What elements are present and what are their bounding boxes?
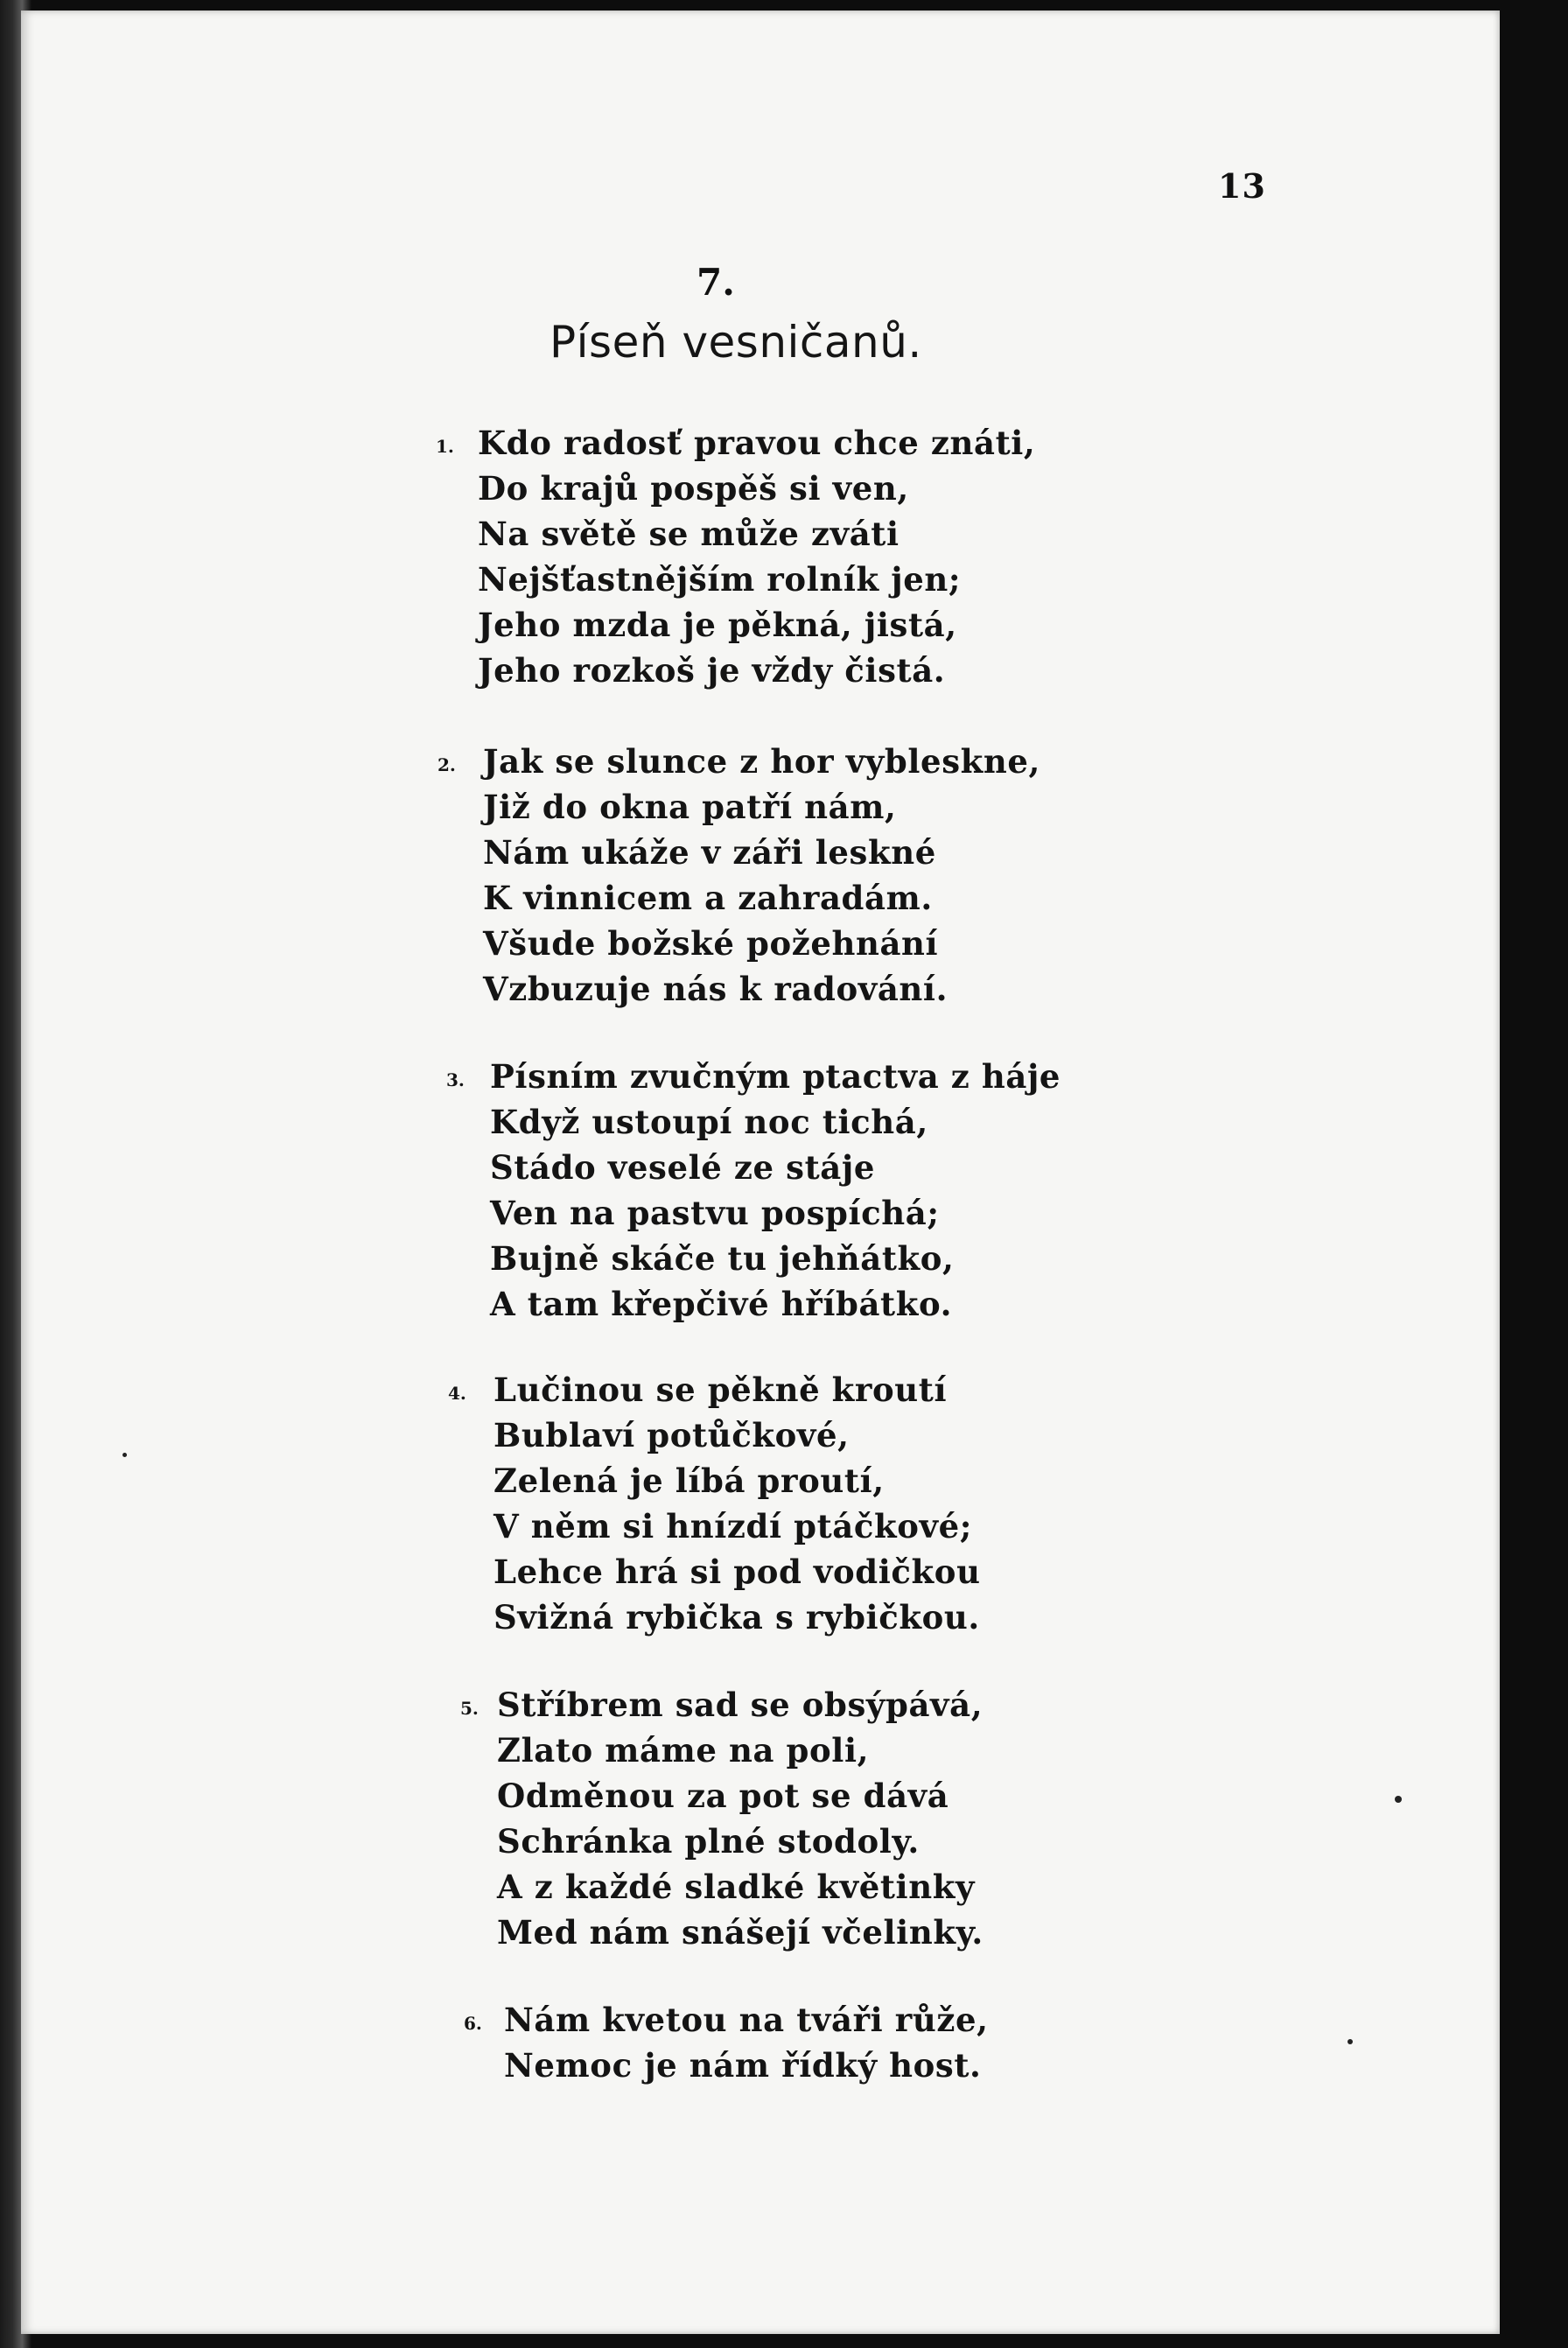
verse-line: Když ustoupí noc tichá,: [490, 1103, 928, 1141]
verse-line: Nejšťastnějším rolník jen;: [478, 560, 962, 599]
verse-line: Stádo veselé ze stáje: [490, 1148, 875, 1187]
verse-line: Lehce hrá si pod vodičkou: [494, 1552, 981, 1591]
verse-line: Nám kvetou na tváři růže,: [504, 2001, 989, 2039]
verse-line: Odměnou za pot se dává: [497, 1777, 949, 1815]
verse-line: Všude božské požehnání: [483, 924, 939, 963]
verse-line: Svižná rybička s rybičkou.: [494, 1598, 980, 1637]
verse-line: Jeho rozkoš je vždy čistá.: [478, 651, 946, 690]
stanza-number: 4.: [448, 1383, 466, 1404]
verse-line: Již do okna patří nám,: [483, 788, 897, 826]
verse-line: Kdo radosť pravou chce znáti,: [478, 424, 1036, 462]
verse-line: Jak se slunce z hor vybleskne,: [483, 742, 1040, 781]
verse-line: Bujně skáče tu jehňátko,: [490, 1239, 955, 1278]
verse-line: Na světě se může zváti: [478, 515, 900, 553]
verse-line: Zlato máme na poli,: [497, 1731, 870, 1770]
verse-line: Vzbuzuje nás k radování.: [483, 970, 948, 1008]
verse-line: Schránka plné stodoly.: [497, 1822, 920, 1861]
scan-speck: [122, 1453, 127, 1457]
verse-line: Jeho mzda je pěkná, jistá,: [478, 606, 957, 644]
verse-line: A tam křepčivé hříbátko.: [490, 1285, 953, 1323]
poem-title: Píseň vesničanů.: [550, 317, 922, 368]
verse-line: Nám ukáže v záři leskné: [483, 833, 936, 872]
stanza-number: 2.: [438, 754, 456, 775]
verse-line: Bublaví potůčkové,: [494, 1416, 850, 1454]
poem-number: 7.: [696, 261, 735, 304]
verse-line: Med nám snášejí včelinky.: [497, 1913, 984, 1952]
stanza-number: 5.: [460, 1698, 479, 1719]
stanza-number: 6.: [464, 2013, 482, 2034]
verse-line: Ven na pastvu pospíchá;: [490, 1194, 940, 1232]
verse-line: Zelená je líbá proutí,: [494, 1461, 885, 1500]
page-number: 13: [1218, 166, 1266, 206]
verse-line: Písním zvučným ptactva z háje: [490, 1057, 1061, 1096]
scan-speck: [1395, 1796, 1402, 1803]
verse-line: V něm si hnízdí ptáčkové;: [494, 1507, 972, 1545]
verse-line: Nemoc je nám řídký host.: [504, 2046, 982, 2085]
verse-line: Lučinou se pěkně kroutí: [494, 1370, 948, 1409]
verse-line: A z každé sladké květinky: [497, 1868, 976, 1906]
stanza-number: 1.: [436, 436, 454, 457]
verse-line: Stříbrem sad se obsýpává,: [497, 1686, 984, 1724]
verse-line: K vinnicem a zahradám.: [483, 879, 933, 917]
verse-line: Do krajů pospěš si ven,: [478, 469, 909, 508]
scan-border-right: [1498, 0, 1568, 2348]
scan-speck: [1348, 2039, 1353, 2044]
stanza-number: 3.: [446, 1069, 465, 1090]
